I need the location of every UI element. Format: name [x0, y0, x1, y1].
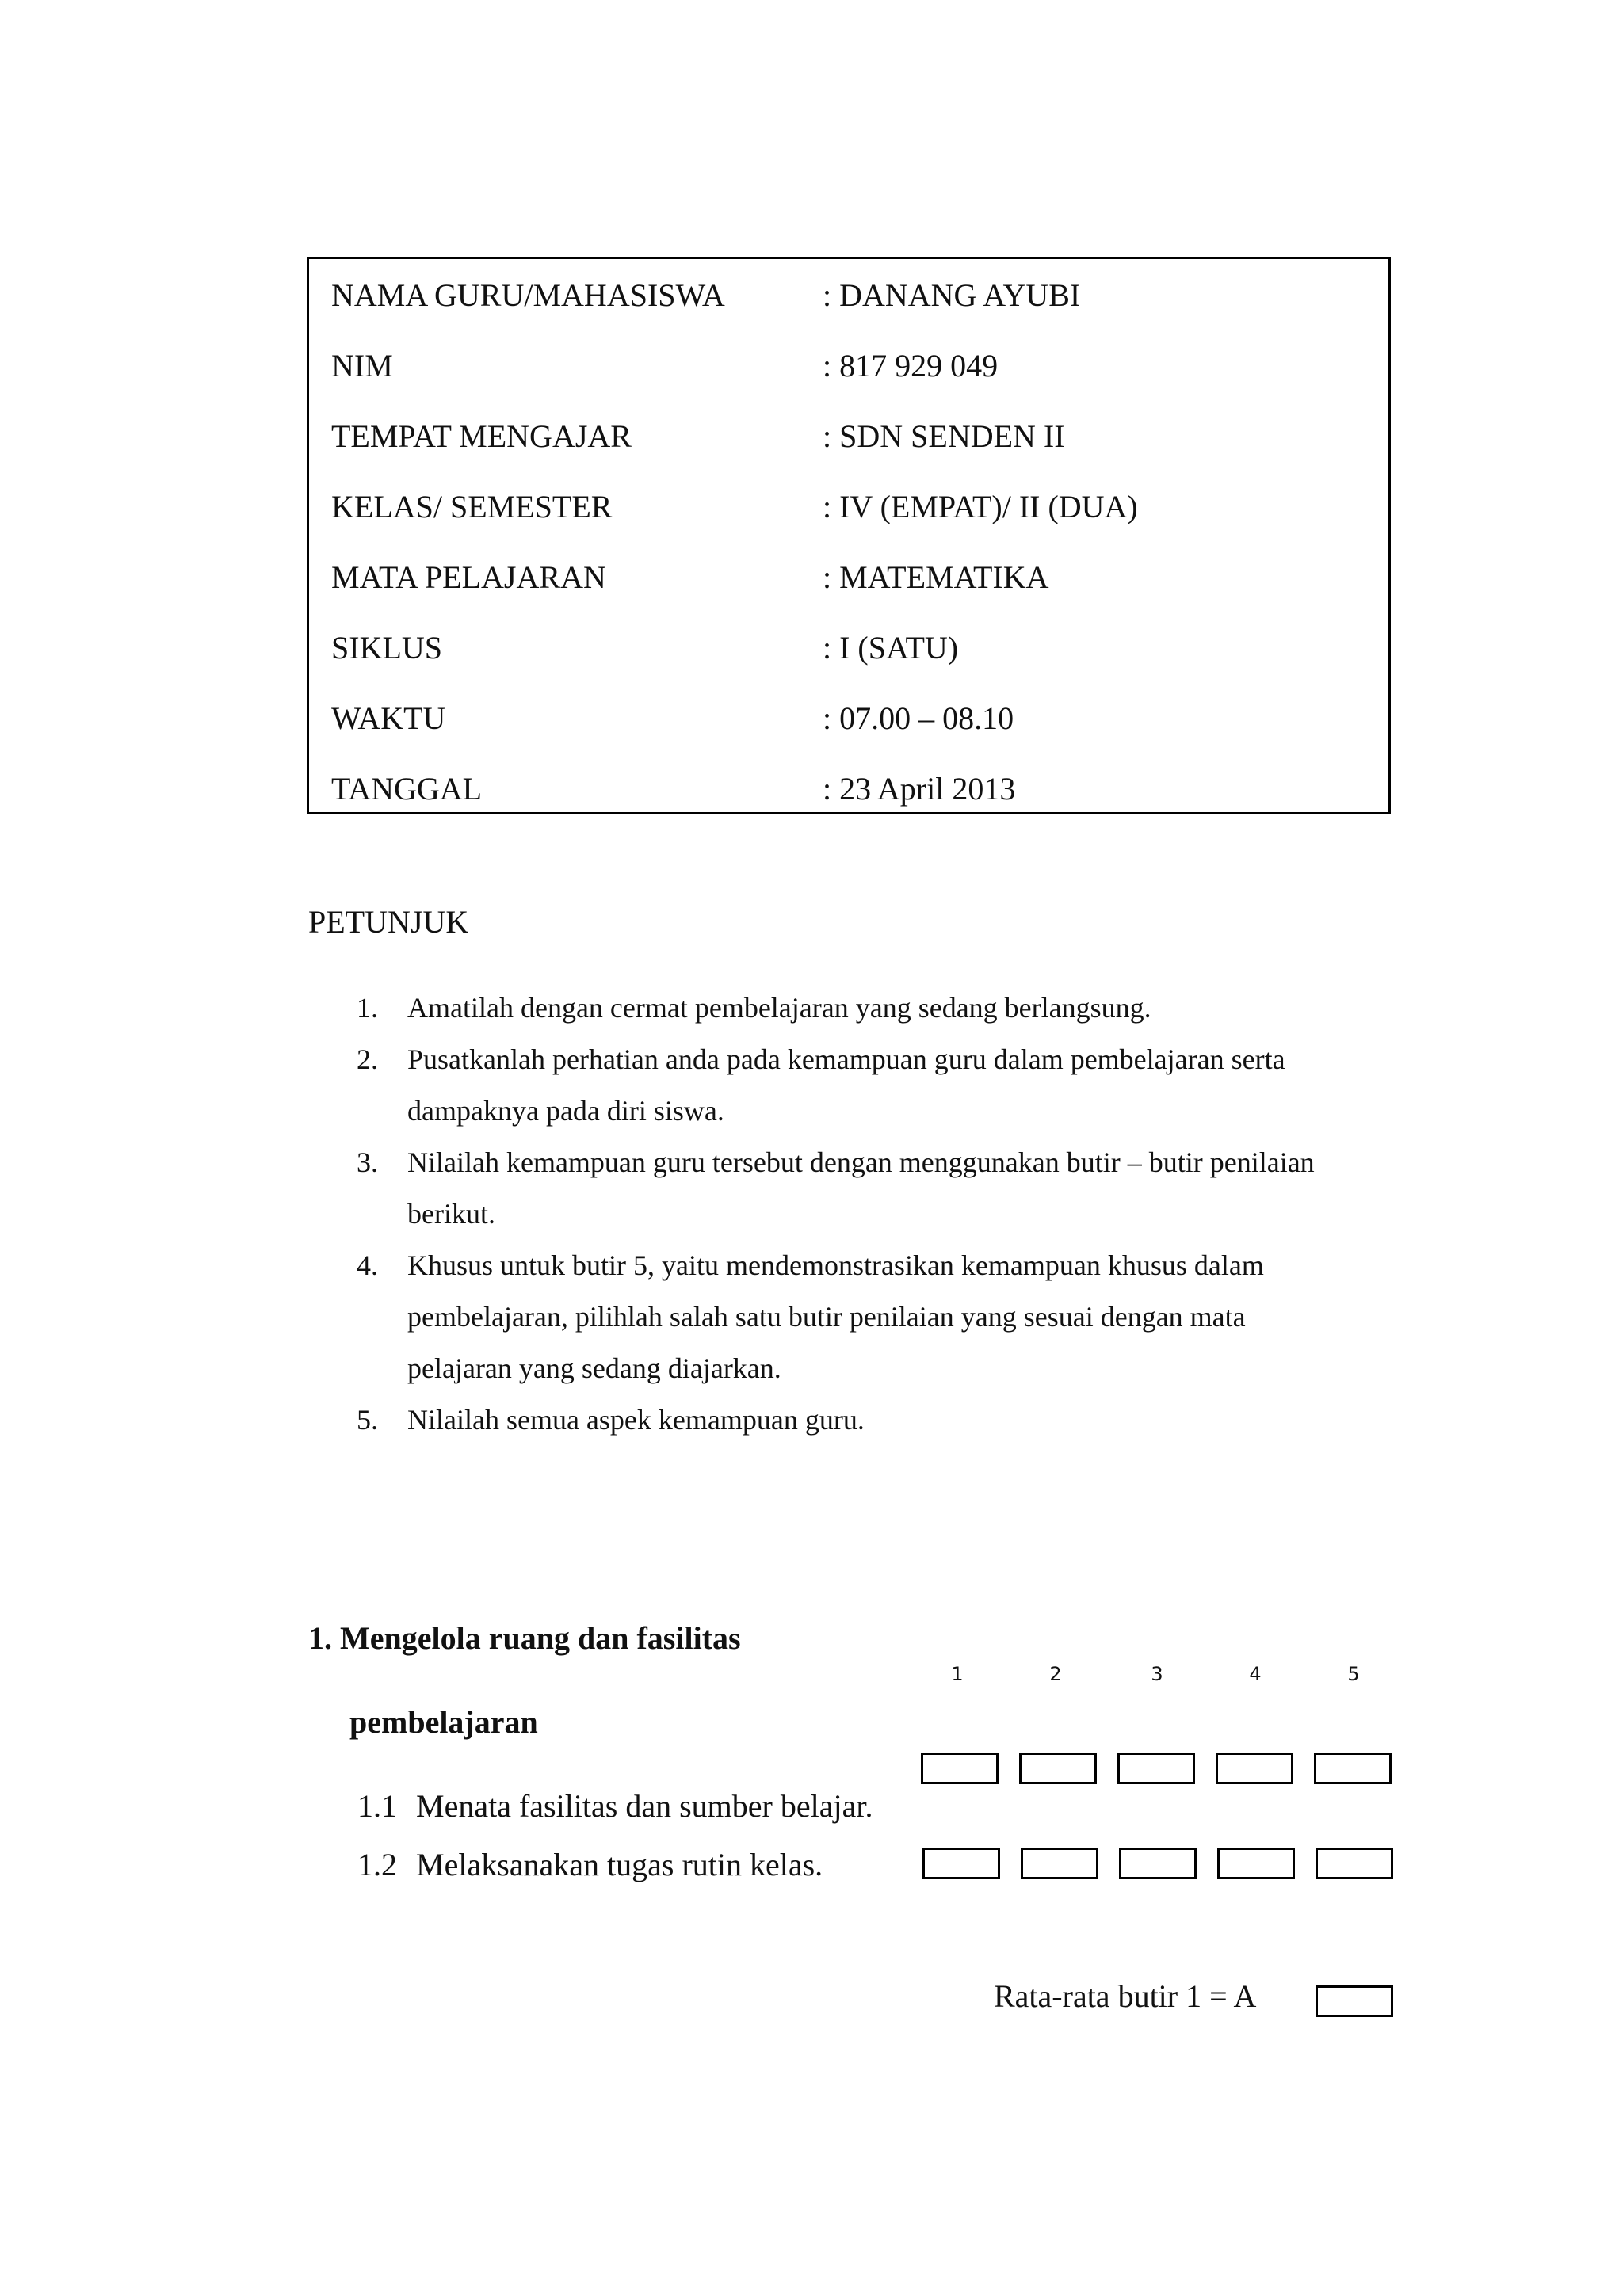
score-box-1-2-score-5[interactable]: [1316, 1848, 1393, 1879]
identity-label: MATA PELAJARAN: [331, 559, 606, 595]
item-text: Melaksanakan tugas rutin kelas.: [416, 1847, 823, 1882]
identity-box: [307, 257, 1391, 814]
instruction-item: [357, 982, 1403, 1034]
score-box-1-1-score-3[interactable]: [1117, 1753, 1195, 1784]
instruction-line: Khusus untuk butir 5, yaitu mendemonstrasikan kemampuan khusus dalam: [407, 1249, 1264, 1281]
section-title: 1. Mengelola ruang dan fasilitas: [308, 1620, 741, 1656]
instruction-item: [357, 1394, 1403, 1446]
score-box-1-2-score-2[interactable]: [1021, 1848, 1098, 1879]
scale-label-3: 3: [1151, 1663, 1163, 1685]
instruction-number: 5.: [357, 1404, 378, 1436]
identity-label: NIM: [331, 348, 393, 383]
score-box-1-1-score-5[interactable]: [1314, 1753, 1392, 1784]
score-box-1-1-score-4[interactable]: [1216, 1753, 1293, 1784]
assessment-item: [357, 1783, 873, 1830]
scale-label-5: 5: [1347, 1663, 1360, 1685]
identity-value: : 817 929 049: [823, 348, 999, 383]
score-box-1-1-score-1[interactable]: [921, 1753, 999, 1784]
instruction-number: 2.: [357, 1043, 378, 1075]
instruction-item: [357, 1137, 1403, 1240]
score-box-1-2-score-4[interactable]: [1217, 1848, 1295, 1879]
identity-value: : 23 April 2013: [823, 771, 1016, 807]
identity-label: KELAS/ SEMESTER: [331, 489, 613, 524]
assessment-item: [357, 1841, 823, 1889]
identity-label: NAMA GURU/MAHASISWA: [331, 277, 725, 313]
instruction-line: Nilailah kemampuan guru tersebut dengan menggunakan butir – butir penilaian: [407, 1146, 1315, 1178]
scale-label-1: 1: [951, 1663, 964, 1685]
identity-value: : MATEMATIKA: [823, 559, 1049, 595]
identity-label: SIKLUS: [331, 630, 443, 666]
scale-label-4: 4: [1249, 1663, 1262, 1685]
identity-label: WAKTU: [331, 700, 446, 736]
item-number: 1.2: [357, 1847, 397, 1882]
score-box-1-2-score-3[interactable]: [1119, 1848, 1197, 1879]
identity-label: TANGGAL: [331, 771, 483, 807]
instructions-list: [357, 982, 1403, 1446]
section-title-continuation: pembelajaran: [349, 1704, 538, 1740]
average-score-box[interactable]: [1316, 1985, 1393, 2017]
score-box-1-2-score-1[interactable]: [922, 1848, 1000, 1879]
instruction-line: pembelajaran, pilihlah salah satu butir penilaian yang sesuai dengan mata: [407, 1301, 1246, 1333]
identity-label: TEMPAT MENGAJAR: [331, 418, 632, 454]
item-text: Menata fasilitas dan sumber belajar.: [416, 1788, 873, 1824]
instruction-line: Pusatkanlah perhatian anda pada kemampuan guru dalam pembelajaran serta: [407, 1043, 1285, 1075]
instruction-number: 1.: [357, 992, 378, 1024]
instruction-number: 4.: [357, 1249, 378, 1281]
identity-value: : SDN SENDEN II: [823, 418, 1065, 454]
identity-value: : DANANG AYUBI: [823, 277, 1081, 313]
instruction-line: Nilailah semua aspek kemampuan guru.: [407, 1404, 865, 1436]
instruction-line: Amatilah dengan cermat pembelajaran yang sedang berlangsung.: [407, 992, 1151, 1024]
instructions-heading: PETUNJUK: [308, 904, 469, 940]
identity-value: : 07.00 – 08.10: [823, 700, 1014, 736]
instruction-line: pelajaran yang sedang diajarkan.: [407, 1352, 781, 1384]
instruction-number: 3.: [357, 1146, 378, 1178]
scale-label-2: 2: [1049, 1663, 1062, 1685]
item-number: 1.1: [357, 1788, 397, 1824]
identity-value: : I (SATU): [823, 630, 959, 666]
instruction-line: berikut.: [407, 1198, 495, 1230]
instruction-item: [357, 1240, 1403, 1394]
identity-value: : IV (EMPAT)/ II (DUA): [823, 489, 1138, 524]
instruction-line: dampaknya pada diri siswa.: [407, 1095, 724, 1127]
average-label: Rata-rata butir 1 = A: [994, 1978, 1257, 2014]
score-box-1-1-score-2[interactable]: [1019, 1753, 1097, 1784]
instruction-item: [357, 1034, 1403, 1137]
